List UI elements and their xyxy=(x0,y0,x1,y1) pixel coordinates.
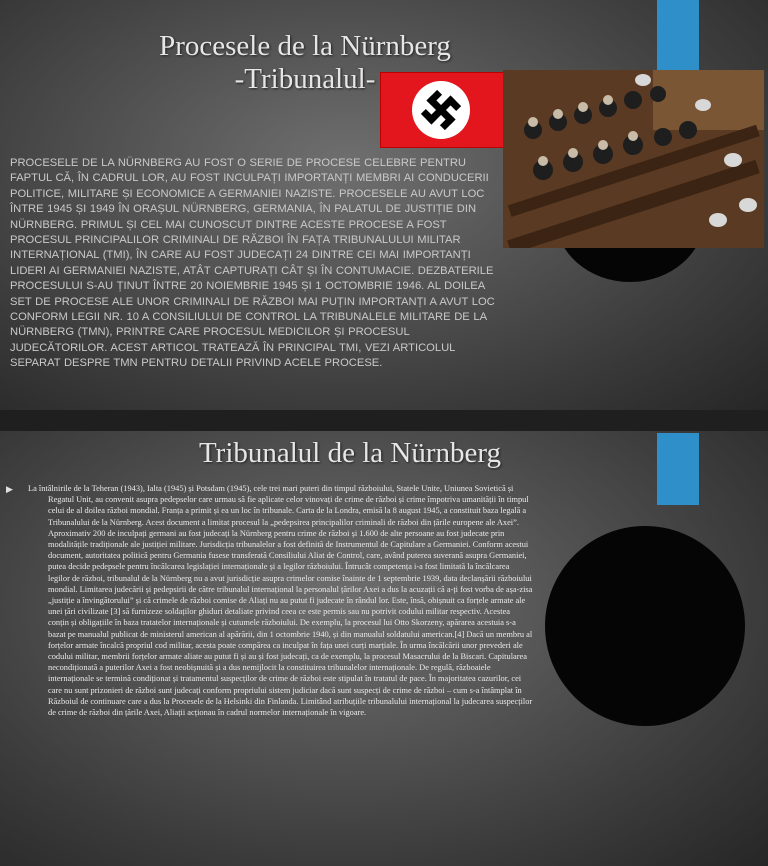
bullet-icon: ▶ xyxy=(6,484,13,494)
decorative-circle-large xyxy=(545,526,745,726)
slide-gap xyxy=(0,410,768,431)
slide-2 xyxy=(0,431,768,866)
flag-image xyxy=(380,72,506,148)
tribunal-paragraph: La întâlnirile de la Teheran (1943), Ialta (1945) și Potsdam (1945), cele trei mari puteri din timpul războiului, Statele Unite, Uniunea Sovietică și Regatul Unit, au convenit asupra pedepselor care urmau să fie aplicate celor vinovați de crime de război și crime împotriva umanității în timpul celui de al doilea război mondial. Franța a primit și ea un loc în tribunale. Carta de la Londra, emisă la 8 august 1945, a constituit baza legală a Tribunalului de la Nürnberg. Acest document a limitat procesul la „pedepsirea principalilor criminali de război din țările europene ale Axei”. Aproximativ 200 de inculpați germani au fost judecați la Nürnberg pentru crime de război și 1.600 de alte persoane au fost judecate prin modalitățile tradiționale ale justiției militare. Jurisdicția tribunalelor a fost definită de Instrumentul de Capitulare a Germaniei. Conform acestui document, autoritatea politică pentru Germania fusese transferată Consiliului Aliat de Control, care, având puterea suverană asupra Germaniei, putea decide pedepsele pentru încălcarea legislației internaționale și a legilor războiului. Întrucât competența i-a fost limitată la încălcarea legilor de război, tribunalul de la Nürnberg nu a avut jurisdicție asupra crimelor comise înainte de 1 septembrie 1939, data declanșării războiului mondial. Limitarea judecării și pedepsirii de către tribunalul internațional la personalul țărilor Axei a dus la acuzații că a-ți fost vorba de așa-zisa „justiție a învingătorului” și că crimele de război comise de Aliați nu au putut fi judecate în rândul lor. Este, însă, obișnuit ca forțele armate ale unei țări civilizate [3] să furnizeze soldaților ghiduri detaliate privind ceea ce este permis sau nu potrivit codului militar respectiv. Acestea conțin și obligațiile în baza tratatelor internaționale și cutumele războiului. De exemplu, la procesul lui Otto Skorzeny, apărarea acestuia s-a bazat pe manualul publicat de ministerul american al apărării, din 1 octombrie 1940, și din manualul soldatului american.[4] Dacă un membru al forțelor armate încalcă propriul cod militar, acesta poate compărea ca inculpat în fața unei curți marțiale. În urma încălcării unor prevederi ale codului militar, membrii forțelor armate aliate au putut fi și au și fost judecați, ca de exemplu, la procesul Masacrului de la Biscari. Capitularea necondiționată a puterilor Axei a fost neobișnuită și a dus nemijlocit la constituirea tribunalelor internaționale. De regulă, războaiele internaționale se termină condiționat și tratamentul suspecților de crime de război este stipulat în tratatul de pace. În majoritatea cazurilor, cei care nu sunt prizonieri de război sunt judecați conform propriului sistem judiciar dacă sunt suspecți de crime de război – cum s-a întâmplat în Războiul de continuare care a dus la Procesele de la Helsinki din Finlanda. Limitând atribuțiile tribunalului internațional la judecarea suspecților de crime de război din țările Axei, Aliații acționau în cadrul normelor internaționale în vigoare. xyxy=(28,484,533,718)
intro-paragraph: PROCESELE DE LA NÜRNBERG AU FOST O SERIE DE PROCESE CELEBRE PENTRU FAPTUL CĂ, ÎN CADRUL LOR, AU FOST INCULPAȚI IMPORTANȚI MEMBRI AI CONDUCERII POLITICE, MILITARE ȘI ECONOMICE A GERMANIEI NAZISTE. PROCESELE AU AVUT LOC ÎNTRE 1945 ȘI 1949 ÎN ORAȘUL NÜRNBERG, GERMANIA, ÎN PALATUL DE JUSTIȚIE DIN NÜRNBERG. PRIMUL ȘI CEL MAI CUNOSCUT DINTRE ACESTE PROCESE A FOST PROCESUL PRINCIPALILOR CRIMINALI DE RĂZBOI ÎN FAȚA TRIBUNALULUI MILITAR INTERNAȚIONAL (TMI), ÎN CARE AU FOST JUDECAȚI 24 DINTRE CEI MAI IMPORTANȚI LIDERI AI GERMANIEI NAZISTE, ATÂT CAPTURAȚI CÂT ȘI ÎN CONTUMACIE. DEZBATERILE PROCESULUI S-AU ȚINUT ÎNTRE 20 NOIEMBRIE 1945 ȘI 1 OCTOMBRIE 1946. AL DOILEA SET DE PROCESE ALE UNOR CRIMINALI DE RĂZBOI MAI PUȚIN IMPORTANȚI A AVUT LOC CONFORM LEGII NR. 10 A CONSILIULUI DE CONTROL LA TRIBUNALELE MILITARE DE LA NÜRNBERG (TMN), PRINTRE CARE PROCESUL MEDICILOR ȘI PROCESUL JUDECĂTORILOR. ACEST ARTICOL TRATEAZĂ ÎN PRINCIPAL TMI, VEZI ARTICOLUL SEPARAT DESPRE TMN PENTRU DETALII PRIVIND ACELE PROCESE. xyxy=(10,157,495,370)
slide-1 xyxy=(0,0,768,410)
courtroom-photo xyxy=(503,70,764,248)
title-text: Procesele de la Nürnberg -Tribunalul- xyxy=(159,30,451,96)
accent-bar-top xyxy=(657,0,699,72)
courtroom-photo-art xyxy=(503,70,764,248)
slide-2-title: Tribunalul de la Nürnberg xyxy=(198,437,502,469)
flag-disc xyxy=(412,81,470,139)
swastika-icon xyxy=(412,81,470,139)
accent-bar-second xyxy=(657,433,699,505)
